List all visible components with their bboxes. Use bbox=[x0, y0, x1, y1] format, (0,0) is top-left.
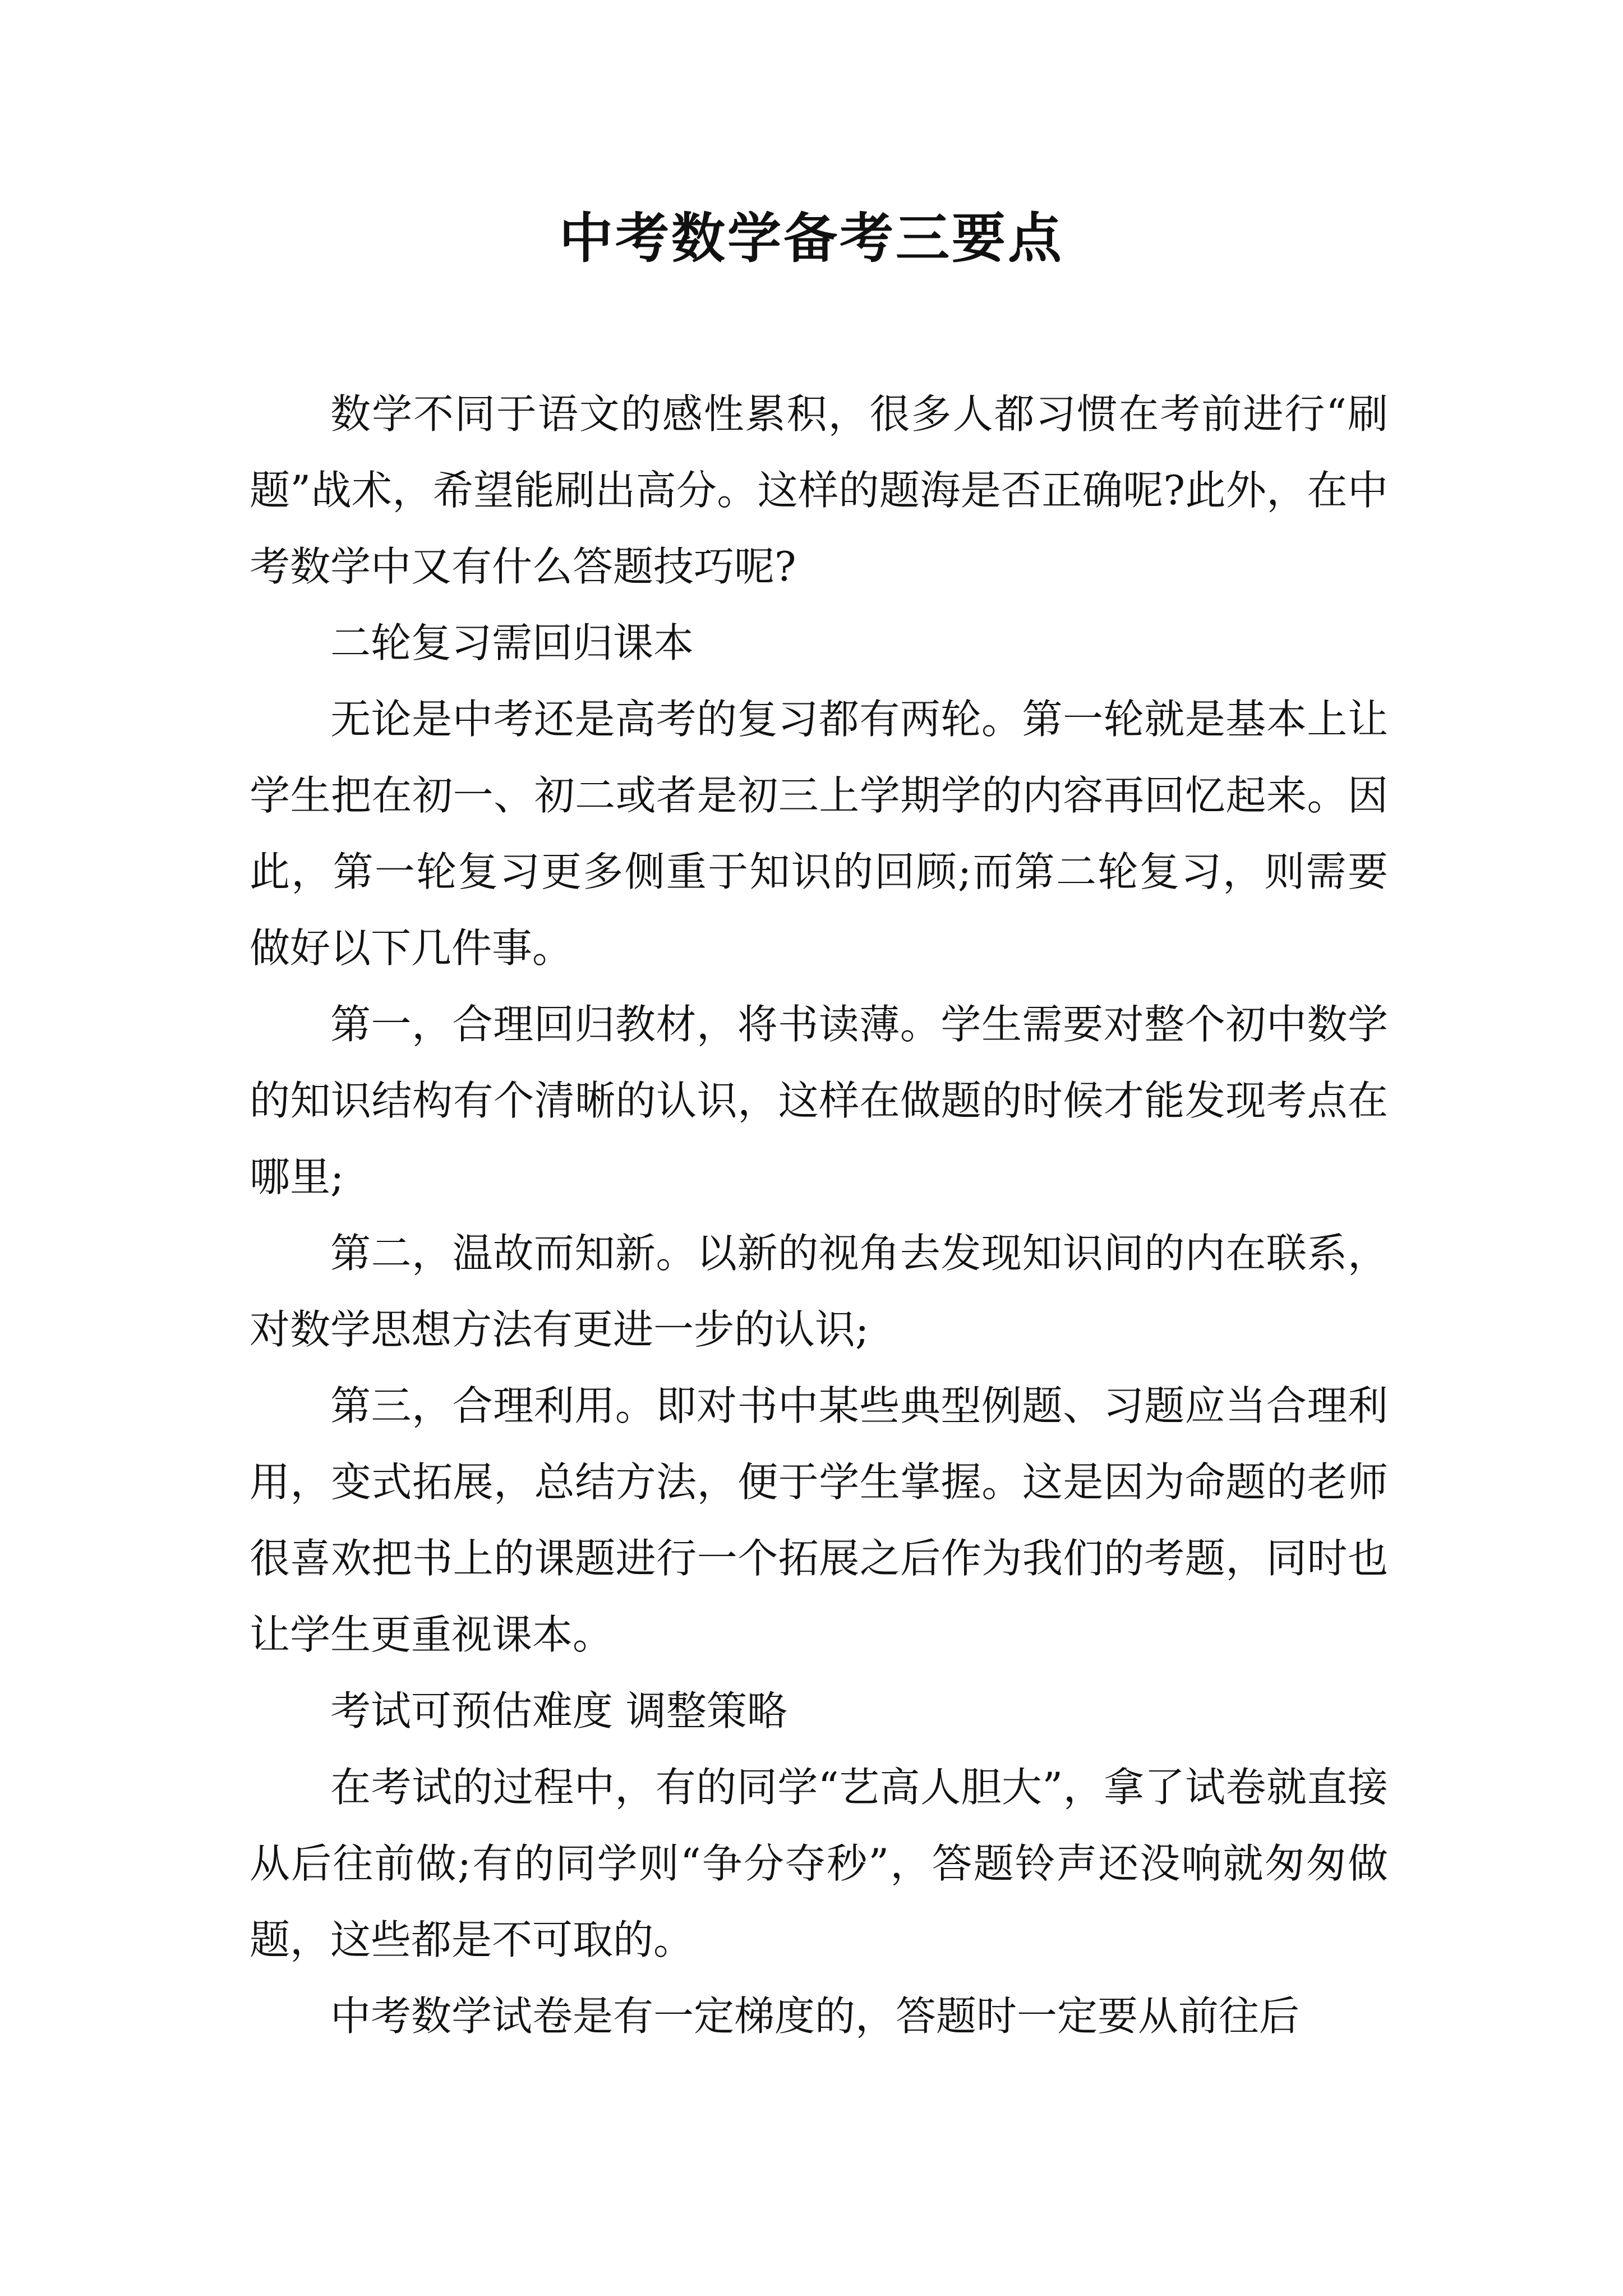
paragraph-exam-process: 在考试的过程中，有的同学“艺高人胆大”，拿了试卷就直接从后往前做;有的同学则“争分夺秒”，答题铃声还没响就匆匆做题，这些都是不可取的。 bbox=[250, 1764, 1388, 1963]
document-body bbox=[250, 376, 1388, 2054]
document-title: 中考数学备考三要点 bbox=[559, 206, 1064, 270]
paragraph-two-rounds: 无论是中考还是高考的复习都有两轮。第一轮就是基本上让学生把在初一、初二或者是初三上学期学的内容再回忆起来。因此，第一轮复习更多侧重于知识的回顾;而第二轮复习，则需要做好以下几件事。 bbox=[250, 696, 1388, 972]
paragraph-first-point: 第一，合理回归教材，将书读薄。学生需要对整个初中数学的知识结构有个清晰的认识，这样在做题的时候才能发现考点在哪里; bbox=[250, 1001, 1388, 1200]
paragraph-exam-gradient: 中考数学试卷是有一定梯度的，答题时一定要从前往后 bbox=[330, 1993, 1300, 2040]
paragraph-second-point: 第二，温故而知新。以新的视角去发现知识间的内在联系，对数学思想方法有更进一步的认识; bbox=[250, 1230, 1388, 1353]
paragraph-third-point: 第三，合理利用。即对书中某些典型例题、习题应当合理利用，变式拓展，总结方法，便于学生掌握。这是因为命题的老师很喜欢把书上的课题进行一个拓展之后作为我们的考题，同时也让学生更重视课本。 bbox=[250, 1382, 1388, 1658]
section-heading-review: 二轮复习需回归课本 bbox=[330, 619, 694, 666]
paragraph-intro: 数学不同于语文的感性累积，很多人都习惯在考前进行“刷题”战术，希望能刷出高分。这样的题海是否正确呢?此外，在中考数学中又有什么答题技巧呢? bbox=[250, 390, 1388, 590]
section-heading-exam-strategy: 考试可预估难度 调整策略 bbox=[330, 1687, 787, 1734]
